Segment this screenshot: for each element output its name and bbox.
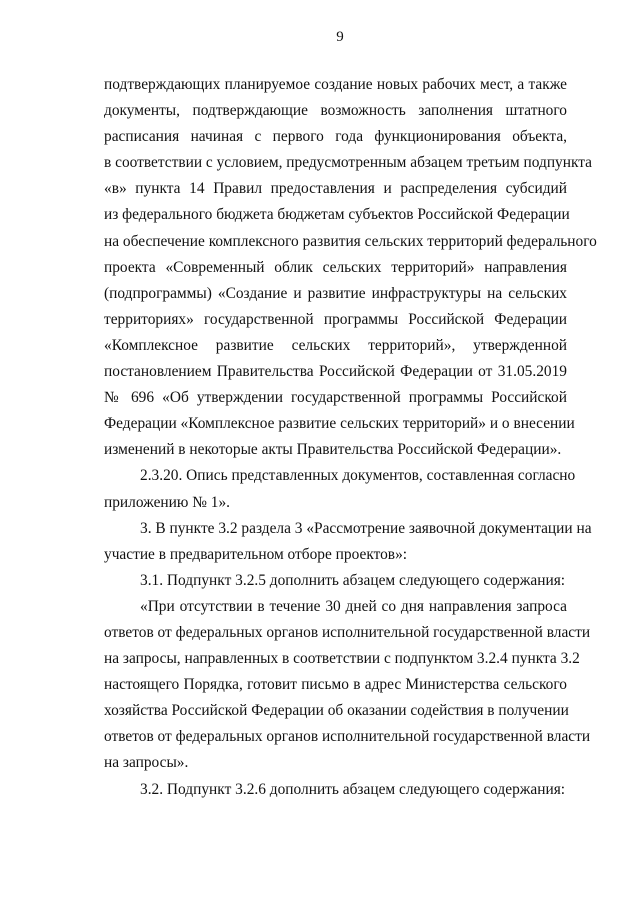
text-line: № 696 «Об утверждении государственной программы Российской: [104, 389, 567, 407]
text-line: в соответствии с условием, предусмотренным абзацем третьим подпункта: [104, 154, 593, 172]
text-line: участие в предварительном отборе проектов»:: [104, 545, 408, 563]
text-line: приложению № 1».: [104, 493, 231, 511]
text-line: документы, подтверждающие возможность заполнения штатного: [104, 102, 567, 120]
text-line: Федерации «Комплексное развитие сельских территорий» и о внесении: [104, 415, 575, 433]
text-line: настоящего Порядка, готовит письмо в адрес Министерства сельского: [104, 676, 567, 694]
text-line: территориях» государственной программы Российской Федерации: [104, 310, 567, 328]
text-line: из федерального бюджета бюджетам субъектов Российской Федерации: [104, 206, 570, 224]
text-line: на запросы, направленных в соответствии с подпунктом 3.2.4 пункта 3.2: [104, 650, 580, 668]
text-line: хозяйства Российской Федерации об оказании содействия в получении: [104, 702, 569, 720]
page-number: 9: [336, 29, 344, 45]
text-line: (подпрограммы) «Создание и развитие инфраструктуры на сельских: [104, 284, 567, 302]
text-line: на запросы».: [104, 754, 189, 772]
text-line: «Комплексное развитие сельских территорий», утвержденной: [104, 336, 567, 354]
text-line: ответов от федеральных органов исполнительной государственной власти: [104, 728, 591, 746]
text-line: 3.2. Подпункт 3.2.6 дополнить абзацем следующего содержания:: [140, 780, 566, 798]
text-line: проекта «Современный облик сельских территорий» направления: [104, 258, 567, 276]
text-line: постановлением Правительства Российской Федерации от 31.05.2019: [104, 363, 567, 381]
text-line: 3. В пункте 3.2 раздела 3 «Рассмотрение заявочной документации на: [140, 519, 592, 537]
text-line: расписания начиная с первого года функционирования объекта,: [104, 128, 567, 146]
text-line: ответов от федеральных органов исполнительной государственной власти: [104, 623, 591, 641]
text-line: 2.3.20. Опись представленных документов, составленная согласно: [140, 467, 576, 485]
text-line: «При отсутствии в течение 30 дней со дня направления запроса: [140, 597, 567, 615]
text-line: подтверждающих планируемое создание новых рабочих мест, а также: [104, 76, 567, 93]
document-body: [104, 72, 597, 803]
text-line: 3.1. Подпункт 3.2.5 дополнить абзацем следующего содержания:: [140, 571, 566, 589]
text-line: изменений в некоторые акты Правительства Российской Федерации».: [104, 441, 562, 459]
text-line: «в» пункта 14 Правил предоставления и распределения субсидий: [104, 180, 567, 198]
text-line: на обеспечение комплексного развития сельских территорий федерального: [104, 232, 597, 250]
